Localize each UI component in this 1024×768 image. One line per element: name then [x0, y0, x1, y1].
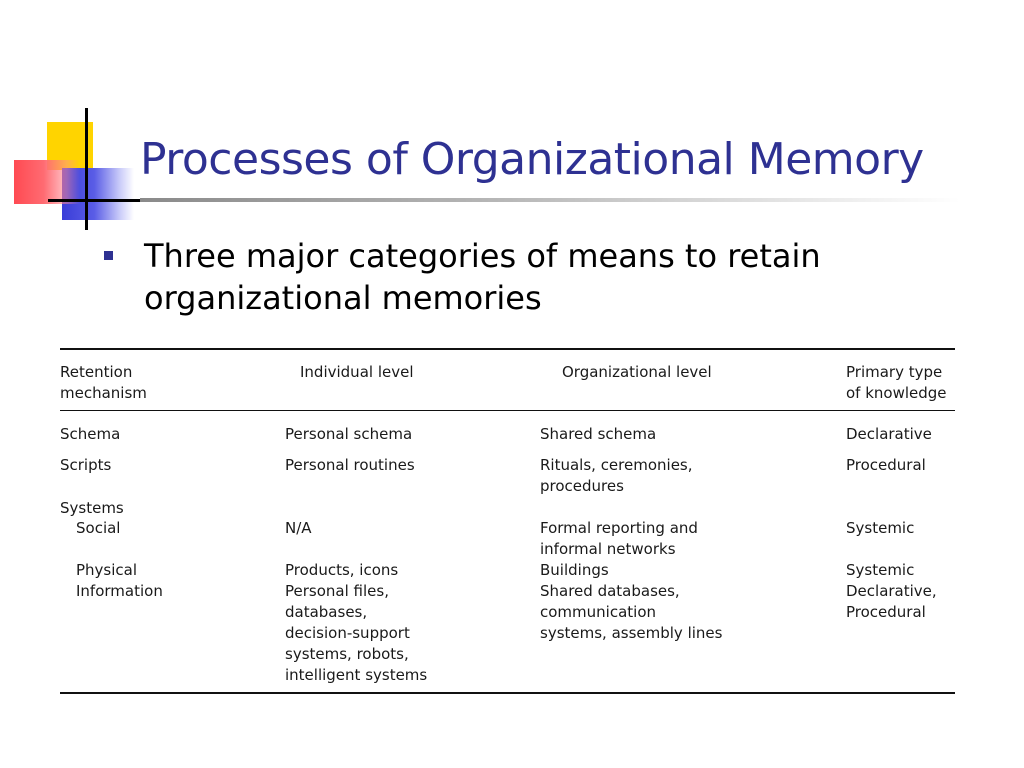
- header-individual-level: Individual level: [300, 363, 414, 381]
- row-scripts-organizational: Rituals, ceremonies, procedures: [540, 456, 693, 495]
- row-physical-individual: Products, icons: [285, 561, 399, 579]
- row-information-organizational: Shared databases, communication systems, assembly lines: [540, 582, 723, 642]
- row-social-knowledge: Systemic: [846, 519, 915, 537]
- header-organizational-level: Organizational level: [562, 363, 712, 381]
- slide-title: Processes of Organizational Memory: [140, 134, 924, 185]
- row-schema-knowledge: Declarative: [846, 425, 932, 443]
- row-social-individual: N/A: [285, 519, 312, 537]
- row-schema-mechanism: Schema: [60, 425, 121, 443]
- row-information-mechanism: Information: [76, 582, 163, 600]
- row-physical-mechanism: Physical: [76, 561, 138, 579]
- row-physical-organizational: Buildings: [540, 561, 609, 579]
- row-scripts-knowledge: Procedural: [846, 456, 926, 474]
- header-primary-knowledge: Primary type of knowledge: [846, 363, 947, 402]
- header-retention-mechanism: Retention mechanism: [60, 363, 147, 402]
- row-social-mechanism: Social: [76, 519, 121, 537]
- row-physical-knowledge: Systemic: [846, 561, 915, 579]
- row-scripts-mechanism: Scripts: [60, 456, 112, 474]
- row-information-knowledge: Declarative, Procedural: [846, 582, 937, 621]
- row-schema-organizational: Shared schema: [540, 425, 657, 443]
- table-header-rule: [60, 410, 955, 411]
- table-bottom-rule: [60, 692, 955, 694]
- bullet-text: Three major categories of means to retain organizational memories: [144, 237, 821, 317]
- row-scripts-individual: Personal routines: [285, 456, 415, 474]
- row-information-individual: Personal files, databases, decision-support systems, robots, intelligent systems: [285, 582, 428, 684]
- row-social-organizational: Formal reporting and informal networks: [540, 519, 698, 558]
- table-top-rule: [60, 348, 955, 350]
- row-systems-mechanism: Systems: [60, 499, 124, 517]
- row-schema-individual: Personal schema: [285, 425, 413, 443]
